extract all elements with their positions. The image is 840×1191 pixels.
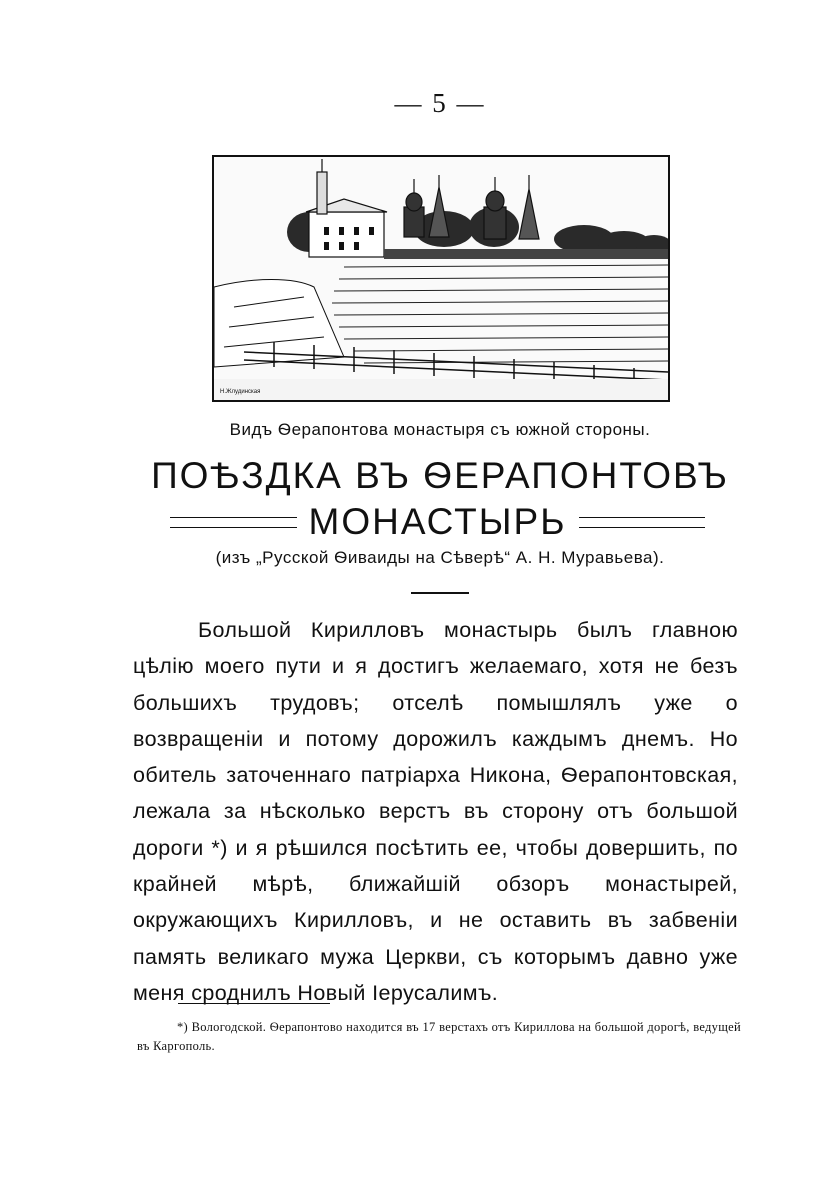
page-number: — 5 — bbox=[394, 88, 486, 118]
title-line-1: ПОѢЗДКА ВЪ ѲЕРАПОНТОВЪ bbox=[151, 455, 729, 496]
title-line-2: МОНАСТЫРЬ bbox=[308, 501, 567, 542]
title-right-rule bbox=[579, 517, 706, 528]
title-left-rule bbox=[170, 517, 297, 528]
illustration-caption: Видъ Ѳерапонтова монастыря съ южной стороны. bbox=[229, 420, 651, 439]
title-line-2-row bbox=[170, 502, 705, 542]
body-paragraph: Большой Кирилловъ монастырь былъ главною цѣлію моего пути и я достигъ желаемаго, хотя не безъ большихъ трудовъ; отселѣ помышлялъ уже о возвращеніи и потому дорожилъ каждымъ днемъ. Но обитель заточеннаго патріарха Никона, Ѳерапонтовская, лежала за нѣсколько верстъ въ сторону отъ большой дороги *) и я рѣшился посѣтить ее, чтобы довершить, по крайней мѣрѣ, ближайшій обзоръ монастырей, окружающихъ Кирилловъ, и не оставить въ забвеніи память великаго мужа Церкви, съ которымъ давно уже меня сроднилъ Новый Іерусалимъ. bbox=[133, 618, 738, 1005]
illustration-signature: Н.Жлудинская bbox=[220, 389, 261, 395]
monastery-illustration bbox=[212, 155, 670, 402]
footnote: *) Вологодской. Ѳерапонтово находится въ 17 верстахъ отъ Кириллова на большой дорогѣ, ведущей въ Каргополь. bbox=[137, 1020, 741, 1053]
footnote-rule bbox=[178, 1003, 330, 1004]
separator-rule bbox=[411, 592, 469, 594]
source-attribution: (изъ „Русской Ѳиваиды на Сѣверѣ“ А. Н. Муравьева). bbox=[215, 548, 665, 567]
